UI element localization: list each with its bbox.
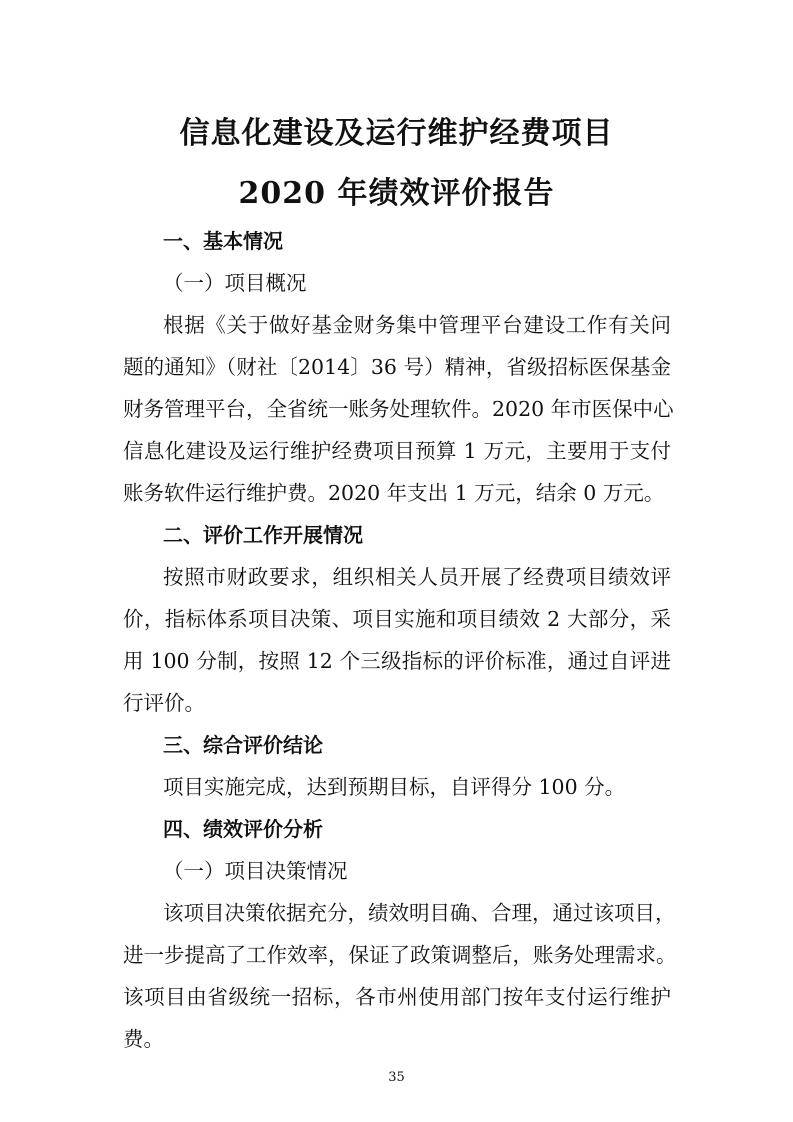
- paragraph-line: 行评价。: [123, 691, 205, 715]
- paragraph-line: 该项目决策依据充分，绩效明目确、合理，通过该项目，: [163, 901, 676, 925]
- paragraph-line: 账务软件运行维护费。2020 年支出 1 万元，结余 0 万元。: [123, 481, 665, 505]
- subheading-project-decision: （一）项目决策情况: [163, 859, 348, 883]
- section-heading-conclusion: 三、综合评价结论: [163, 733, 323, 757]
- paragraph-line: 费。: [123, 1027, 164, 1051]
- section-heading-evaluation-work: 二、评价工作开展情况: [163, 523, 363, 547]
- section-heading-basic-info: 一、基本情况: [163, 229, 283, 253]
- paragraph-line: 项目实施完成，达到预期目标，自评得分 100 分。: [163, 775, 626, 799]
- paragraph-line: 按照市财政要求，组织相关人员开展了经费项目绩效评: [163, 565, 671, 589]
- report-title-line-1: 信息化建设及运行维护经费项目: [179, 116, 614, 151]
- paragraph-line: 根据《关于做好基金财务集中管理平台建设工作有关问: [163, 313, 671, 337]
- paragraph-line: 用 100 分制，按照 12 个三级指标的评价标准，通过自评进: [123, 649, 671, 673]
- subheading-project-overview: （一）项目概况: [163, 271, 307, 295]
- section-heading-performance-analysis: 四、绩效评价分析: [163, 817, 323, 841]
- paragraph-line: 进一步提高了工作效率，保证了政策调整后，账务处理需求。: [123, 943, 677, 967]
- paragraph-line: 财务管理平台，全省统一账务处理软件。2020 年市医保中心: [123, 397, 674, 421]
- paragraph-line: 价，指标体系项目决策、项目实施和项目绩效 2 大部分，采: [123, 607, 671, 631]
- report-title-line-2: 2020 年绩效评价报告: [238, 176, 555, 211]
- page-number: 35: [388, 1070, 405, 1085]
- paragraph-line: 题的通知》（财社〔2014〕36 号）精神，省级招标医保基金: [123, 355, 671, 379]
- paragraph-line: 信息化建设及运行维护经费项目预算 1 万元，主要用于支付: [123, 439, 671, 463]
- paragraph-line: 该项目由省级统一招标，各市州使用部门按年支付运行维护: [123, 985, 671, 1009]
